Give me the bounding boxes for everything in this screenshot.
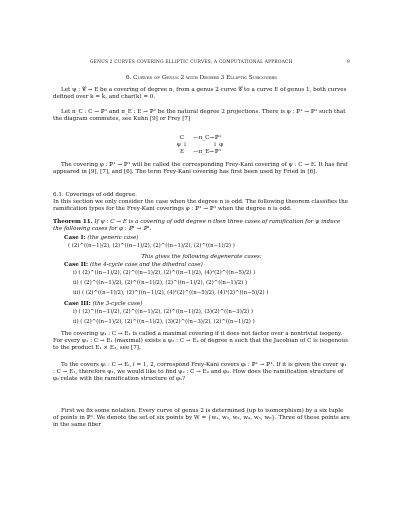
theorem-11 xyxy=(53,219,350,234)
paragraph-1: Let ψ : 𝒞 → E be a covering of degree n, from a genus 2 curve 𝒞 to a curve E of genus 1, both curves defined over k = k̄, and char(k) = 0. xyxy=(53,87,347,101)
paragraph-5: The covering ψ₁ : C → E₁ is called a maximal covering if it does not factor over a nontrivial isogeny. For every ψ₁ : C → E₁ (maximal) exists a ψ₂ : C → E₂ of degree n such that the Jacobian of C is isogenous to the product E₁ × E₂, see [7]. xyxy=(53,331,348,352)
diagram-row-2 xyxy=(175,142,235,149)
diagram-arrow-top: —π_C→ xyxy=(193,135,215,141)
paragraph-3: The covering φ : ℙ¹ → ℙ¹ will be called the corresponding Frey-Kani covering of ψ : C → E. It has first appeared in [9], [7], and [6]. The term Frey-Kani covering has first been used by Fried in [6]. xyxy=(53,162,348,176)
paragraph-7: First we fix some notation. Every curve of genus 2 is determined (up to isomorphism) by a six tuple of points in ℙ¹. We denote the set of six points by W = {w₁, w₂, w₃, w₄, w₅, w₆}. Three of these points are in the same fiber xyxy=(53,408,350,429)
diagram-p1-bottom: ℙ¹ xyxy=(214,149,222,156)
case-2-label xyxy=(64,262,203,268)
case-3-title: Case III: xyxy=(64,301,91,307)
case-2-item-3: iii) ( (2)^((n−1)/2), (2)^((n−1)/2), (4)¹(2)^((n−5)/2), (4)¹(2)^((n−5)/2) ) xyxy=(73,290,269,296)
case-2-item-1: i) ( (2)^((n−1)/2), (2)^((n−1)/2), (2)^((n−1)/2), (4)¹(2)^((n−5)/2) ) xyxy=(73,270,256,276)
diagram-phi: ↓ φ xyxy=(212,142,224,149)
commutative-diagram xyxy=(175,135,235,157)
page-number: 9 xyxy=(347,60,350,65)
paragraph-2: Let π_C : C → ℙ¹ and π_E : E → ℙ¹ be the natural degree 2 projections. There is φ : ℙ¹ → ℙ¹ such that the diagram commutes, see Kuhn [9] or Frey [7] xyxy=(53,109,346,123)
paragraph-6: To the covers ψᵢ : C → Eᵢ, i = 1, 2, correspond Frey-Kani covers φᵢ : ℙ¹ → ℙ¹. If it is given the cover ψ₁ : C → E₁, therefore φ₁, we would like to find ψ₂ : C → E₂ and φ₂. How does the ramification structure of φ₂ relate with the ramification structure of φ₁? xyxy=(53,362,347,383)
diagram-p1-top: ℙ¹ xyxy=(214,135,222,141)
case-1-formula: ( (2)^((n−1)/2), (2)^((n−1)/2), (2)^((n−1)/2), (2)^((n−1)/2) ) xyxy=(68,243,235,249)
diagram-arrow-bottom: —π_E→ xyxy=(193,149,214,156)
case-1-label xyxy=(64,235,139,241)
case-1-subtitle: (the generic case) xyxy=(87,235,139,241)
theorem-body: If ψ : C → E is a covering of odd degree n then three cases of ramification for ψ induce the following cases for φ : ℙ¹ → ℙ¹. xyxy=(53,219,341,233)
case-3-item-1: i) ( (2)^((n−1)/2), (2)^((n−1)/2), (2)^((n−1)/2), (3)(2)^((n−3)/2) ) xyxy=(73,309,254,315)
case-3-item-2: ii) ( (2)^((n−1)/2), (2)^((n−1)/2), (3)(2)^((n−3)/2), (2)^((n−1)/2) ) xyxy=(73,319,255,325)
degenerate-note: This gives the following degenerate cases: xyxy=(141,254,262,260)
case-3-label xyxy=(64,301,142,307)
theorem-label: Theorem 11. xyxy=(53,219,93,225)
paragraph-4: In this section we only consider the case when the degree n is odd. The following theorem classifies the ramification types for the Frey-Kani coverings φ : ℙ¹ → ℙ¹ when the degree n is odd. xyxy=(53,199,349,213)
diagram-e: E xyxy=(179,149,185,156)
case-1-title: Case I: xyxy=(64,235,86,241)
running-header xyxy=(50,60,350,68)
section-title: 6. Curves of Genus 2 with Degree 3 Elliptic Subcovers xyxy=(126,75,277,81)
case-2-subtitle: (the 4-cycle case and the dihedral case) xyxy=(89,262,203,268)
diagram-c: C xyxy=(179,135,185,141)
case-2-title: Case II: xyxy=(64,262,89,268)
case-3-subtitle: (the 3-cycle case) xyxy=(92,301,143,307)
case-2-item-2: ii) ( (2)^((n−1)/2), (2)^((n−1)/2), (2)^((n−1)/2), (2)^((n−1)/2) ) xyxy=(73,280,248,286)
running-title: GENUS 2 CURVES COVERING ELLIPTIC CURVES, A COMPUTATIONAL APPROACH xyxy=(90,60,293,65)
subsection-title: 6.1. Coverings of odd degree. xyxy=(53,192,137,198)
diagram-row-3 xyxy=(175,149,235,156)
diagram-psi: ψ ↓ xyxy=(176,142,188,149)
